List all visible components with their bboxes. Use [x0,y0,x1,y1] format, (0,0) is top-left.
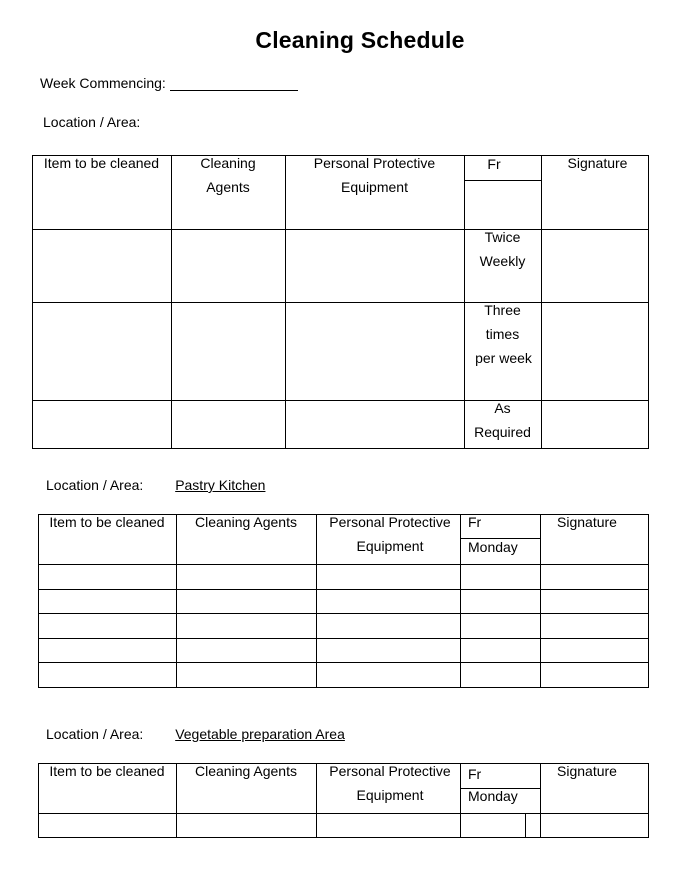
freq-line: times [485,326,520,342]
table2-header-ppe-line2: Equipment [356,538,424,554]
table1-header-freq: Fr [487,156,501,172]
table3-col-line [525,813,526,838]
table2-header-item: Item to be cleaned [49,514,165,530]
page-title: Cleaning Schedule [255,27,465,53]
table3-header-item: Item to be cleaned [49,763,165,779]
location-label-1: Location / Area: [43,114,141,130]
table3-col-line [648,763,649,838]
freq-line: As [494,400,511,416]
freq-line: per week [475,350,532,366]
table1-header-signature: Signature [567,155,628,171]
table3-header-ppe [316,759,464,807]
table1-header-agents-line1: Cleaning [200,155,256,171]
table3-header-signature: Signature [557,763,617,779]
location-value-3: Vegetable preparation Area [175,726,345,742]
table2-header-freq-day: Monday [468,539,518,555]
freq-line: Required [474,424,531,440]
table2-header-freq: Fr [468,514,482,530]
table1-header-item: Item to be cleaned [43,155,160,171]
location-value-2: Pastry Kitchen [175,477,266,493]
table3-header-freq-day: Monday [468,788,518,804]
table3-header-ppe-line1: Personal Protective [329,763,451,779]
location-label-2: Location / Area: [46,477,144,493]
table2-header-ppe-line1: Personal Protective [329,514,451,530]
table3-header-agents: Cleaning Agents [195,763,297,779]
table3-row-line [38,813,649,814]
table2-header-signature: Signature [557,514,617,530]
location-label-3: Location / Area: [46,726,144,742]
table1-header-agents-line2: Agents [206,179,250,195]
table2-header-agents: Cleaning Agents [195,514,297,530]
table1-header-ppe-line1: Personal Protective [313,155,436,171]
table3-border-bottom [38,837,649,838]
table3-header-ppe-line2: Equipment [356,787,424,803]
freq-line: Weekly [479,253,526,269]
freq-line: Twice [484,229,521,245]
week-commencing-label: Week Commencing: [40,75,166,91]
table3-header-freq: Fr [468,766,482,782]
table1-header-ppe-line2: Equipment [341,179,408,195]
freq-line: Three [484,302,521,318]
